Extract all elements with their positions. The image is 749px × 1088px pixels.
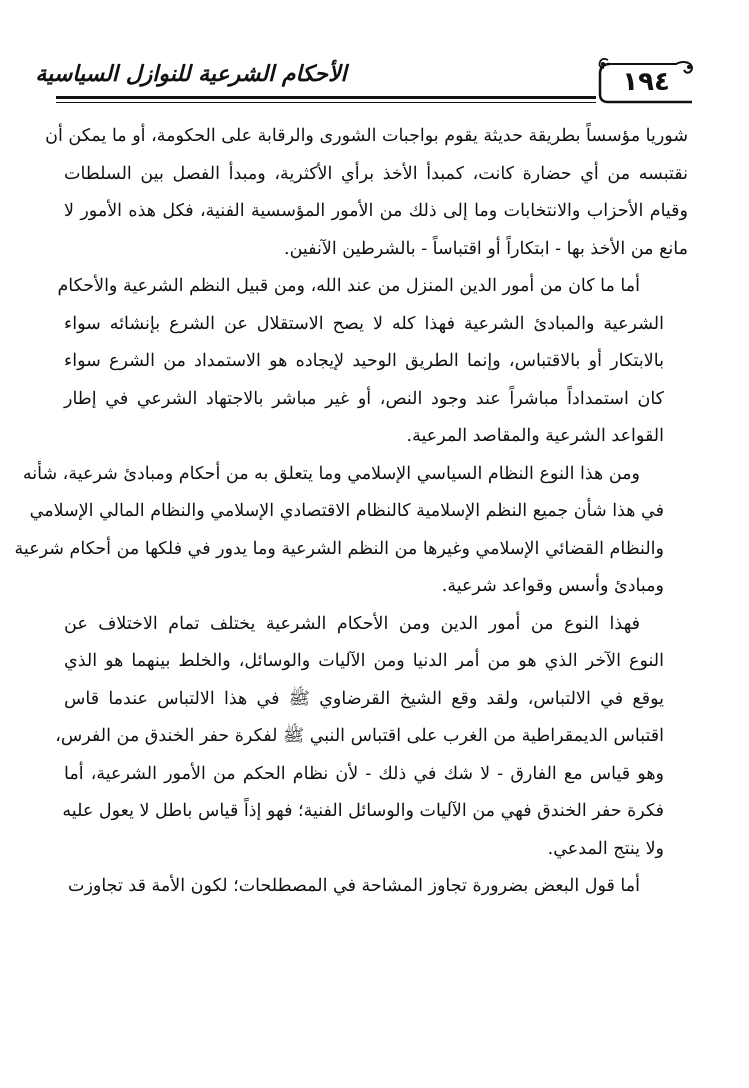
- header-rule-thin: [56, 102, 596, 103]
- text-line: أما قول البعض بضرورة تجاوز المشاحة في المصطلحات؛ لكون الأمة قد تجاوزت: [67, 876, 640, 896]
- paragraph: [57, 268, 688, 456]
- text-line: نقتبسه من أي حضارة كانت، كمبدأ الأخذ برأي الأكثرية، ومبدأ الفصل بين السلطات: [64, 163, 688, 184]
- text-line: والنظام القضائي الإسلامي وغيرها من النظم الشرعية وما يدور في فلكها من أحكام شرعية: [14, 538, 664, 559]
- text-line: وقيام الأحزاب والانتخابات وما إلى ذلك من الأمور المؤسسية الفنية، فكل هذه الأمور لا: [64, 201, 688, 221]
- text-line: كان استمداداً مباشراً عند وجود النص، أو غير مباشر بالاجتهاد الشرعي في إطار: [64, 388, 664, 409]
- text-line: القواعد الشرعية والمقاصد المرعية.: [406, 426, 664, 446]
- page-number: ١٩٤: [622, 67, 670, 97]
- text-line: في هذا شأن جميع النظم الإسلامية كالنظام الاقتصادي الإسلامي والنظام المالي الإسلامي: [29, 501, 664, 521]
- text-line: مانع من الأخذ بها - ابتكاراً أو اقتباساً - بالشرطين الآنفين.: [284, 238, 688, 259]
- text-line: وهو قياس مع الفارق - لا شك في ذلك - لأن نظام الحكم من الأمور الشرعية، أما: [64, 763, 664, 784]
- text-line: النوع الآخر الذي هو من أمر الدنيا ومن الآليات والوسائل، والخلط بينهما هو الذي: [64, 651, 664, 671]
- paragraph: [55, 606, 688, 869]
- text-line: شوريا مؤسساً بطريقة حديثة يقوم بواجبات الشورى والرقابة على الحكومة، أو ما يمكن أن: [45, 126, 688, 146]
- text-line: فهذا النوع من أمور الدين ومن الأحكام الشرعية يختلف تمام الاختلاف عن: [64, 613, 640, 634]
- text-line: بالابتكار أو بالاقتباس، وإنما الطريق الوحيد لإيجاده هو الاستمداد من الشرع سواء: [64, 351, 664, 371]
- paragraph: [64, 868, 688, 906]
- text-line: أما ما كان من أمور الدين المنزل من عند الله، ومن قبيل النظم الشرعية والأحكام: [57, 276, 640, 296]
- paragraph: [14, 456, 688, 606]
- paragraph: [45, 118, 688, 268]
- page-body: [14, 118, 688, 906]
- running-title: الأحكام الشرعية للنوازل السياسية: [35, 61, 347, 87]
- text-line: ومبادئ وأسس وقواعد شرعية.: [441, 576, 664, 596]
- page-number-frame: [596, 58, 696, 106]
- text-line: ومن هذا النوع النظام السياسي الإسلامي وما يتعلق به من أحكام ومبادئ شرعية، شأنه: [22, 463, 640, 484]
- text-line: يوقع في الالتباس، ولقد وقع الشيخ القرضاوي ﷺ في هذا الالتباس عندما قاس: [64, 688, 664, 709]
- text-line: فكرة حفر الخندق فهي من الآليات والوسائل الفنية؛ فهو إذاً قياس باطل لا يعول عليه: [62, 801, 664, 821]
- page-header: [35, 50, 696, 112]
- header-rule-thick: [56, 96, 596, 99]
- text-line: ولا ينتج المدعي.: [547, 838, 664, 859]
- text-line: اقتباس الديمقراطية من الغرب على اقتباس النبي ﷺ لفكرة حفر الخندق من الفرس،: [55, 726, 664, 746]
- text-line: الشرعية والمبادئ الشرعية فهذا كله لا يصح الاستقلال عن الشرع بإنشائه سواء: [64, 313, 664, 334]
